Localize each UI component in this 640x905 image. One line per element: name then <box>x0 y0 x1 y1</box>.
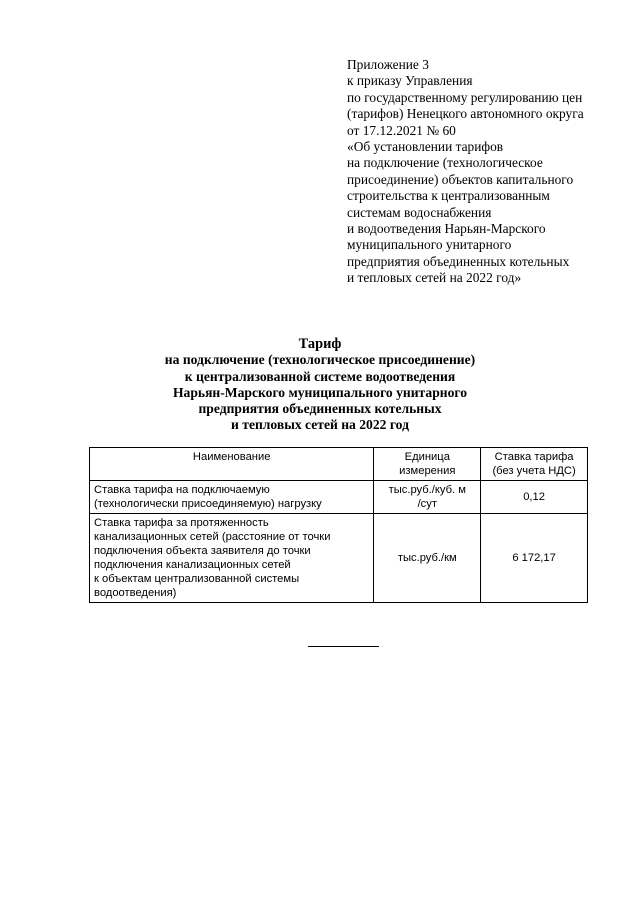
appendix-line: и тепловых сетей на 2022 год» <box>347 270 522 286</box>
title-line: на подключение (технологическое присоединение) <box>164 352 476 368</box>
title-line: предприятия объединенных котельных <box>198 401 442 417</box>
row-rate-cell: 6 172,17 <box>481 514 588 603</box>
appendix-line: муниципального унитарного <box>347 237 512 253</box>
row-unit-cell <box>374 481 481 514</box>
row-name-cell <box>90 481 374 514</box>
header-rate-line: Ставка тарифа <box>494 451 574 463</box>
row-unit-cell <box>374 514 481 603</box>
appendix-line: и водоотведения Нарьян-Марского <box>347 221 546 237</box>
appendix-line: предприятия объединенных котельных <box>347 253 570 269</box>
header-name-text: Наименование <box>192 451 271 463</box>
row-name-line: подключения канализационных сетей <box>94 559 291 571</box>
title-line: и тепловых сетей на 2022 год <box>231 417 409 433</box>
row-name-line: подключения объекта заявителя до точки <box>94 545 311 557</box>
appendix-line: строительства к централизованным <box>347 188 550 204</box>
row-name-line: (технологически присоединяемую) нагрузку <box>94 498 322 510</box>
appendix-line: Приложение 3 <box>347 57 429 72</box>
row-name-line: к объектам централизованной системы <box>94 573 300 585</box>
row-name-cell <box>90 514 374 603</box>
header-unit-line: Единица <box>404 451 450 463</box>
table-row <box>90 514 588 603</box>
row-name-line: Ставка тарифа на подключаемую <box>94 484 270 496</box>
appendix-block <box>347 57 632 287</box>
row-name-line: водоотведения) <box>94 587 177 599</box>
document-title <box>0 336 640 434</box>
appendix-line: присоединение) объектов капитального <box>347 171 574 187</box>
appendix-line: на подключение (технологическое <box>347 155 543 171</box>
header-unit-line: измерения <box>399 465 456 477</box>
row-unit-line: тыс.руб./км <box>397 552 457 564</box>
row-name-line: Ставка тарифа за протяженность <box>94 517 269 529</box>
row-unit-line: /сут <box>417 498 437 510</box>
row-unit-line: тыс.руб./куб. м <box>388 484 466 496</box>
header-name <box>90 448 374 481</box>
appendix-line: по государственному регулированию цен <box>347 89 583 105</box>
header-rate-line: (без учета НДС) <box>492 465 576 477</box>
title-main: Тариф <box>298 336 342 352</box>
appendix-line: (тарифов) Ненецкого автономного округа <box>347 106 584 122</box>
separator-line <box>308 646 379 647</box>
appendix-line: системам водоснабжения <box>347 204 492 220</box>
row-name-line: канализационных сетей (расстояние от точки <box>94 531 331 543</box>
appendix-line: от 17.12.2021 № 60 <box>347 122 456 138</box>
title-line: Нарьян-Марского муниципального унитарного <box>172 384 468 400</box>
row-rate-cell: 0,12 <box>481 481 588 514</box>
appendix-line: «Об установлении тарифов <box>347 139 504 155</box>
title-line: к централизованной системе водоотведения <box>184 368 456 384</box>
tariff-table <box>89 447 588 603</box>
appendix-line: к приказу Управления <box>347 73 473 89</box>
header-unit <box>374 448 481 481</box>
table-header-row <box>90 448 588 481</box>
header-rate <box>481 448 588 481</box>
table-row <box>90 481 588 514</box>
